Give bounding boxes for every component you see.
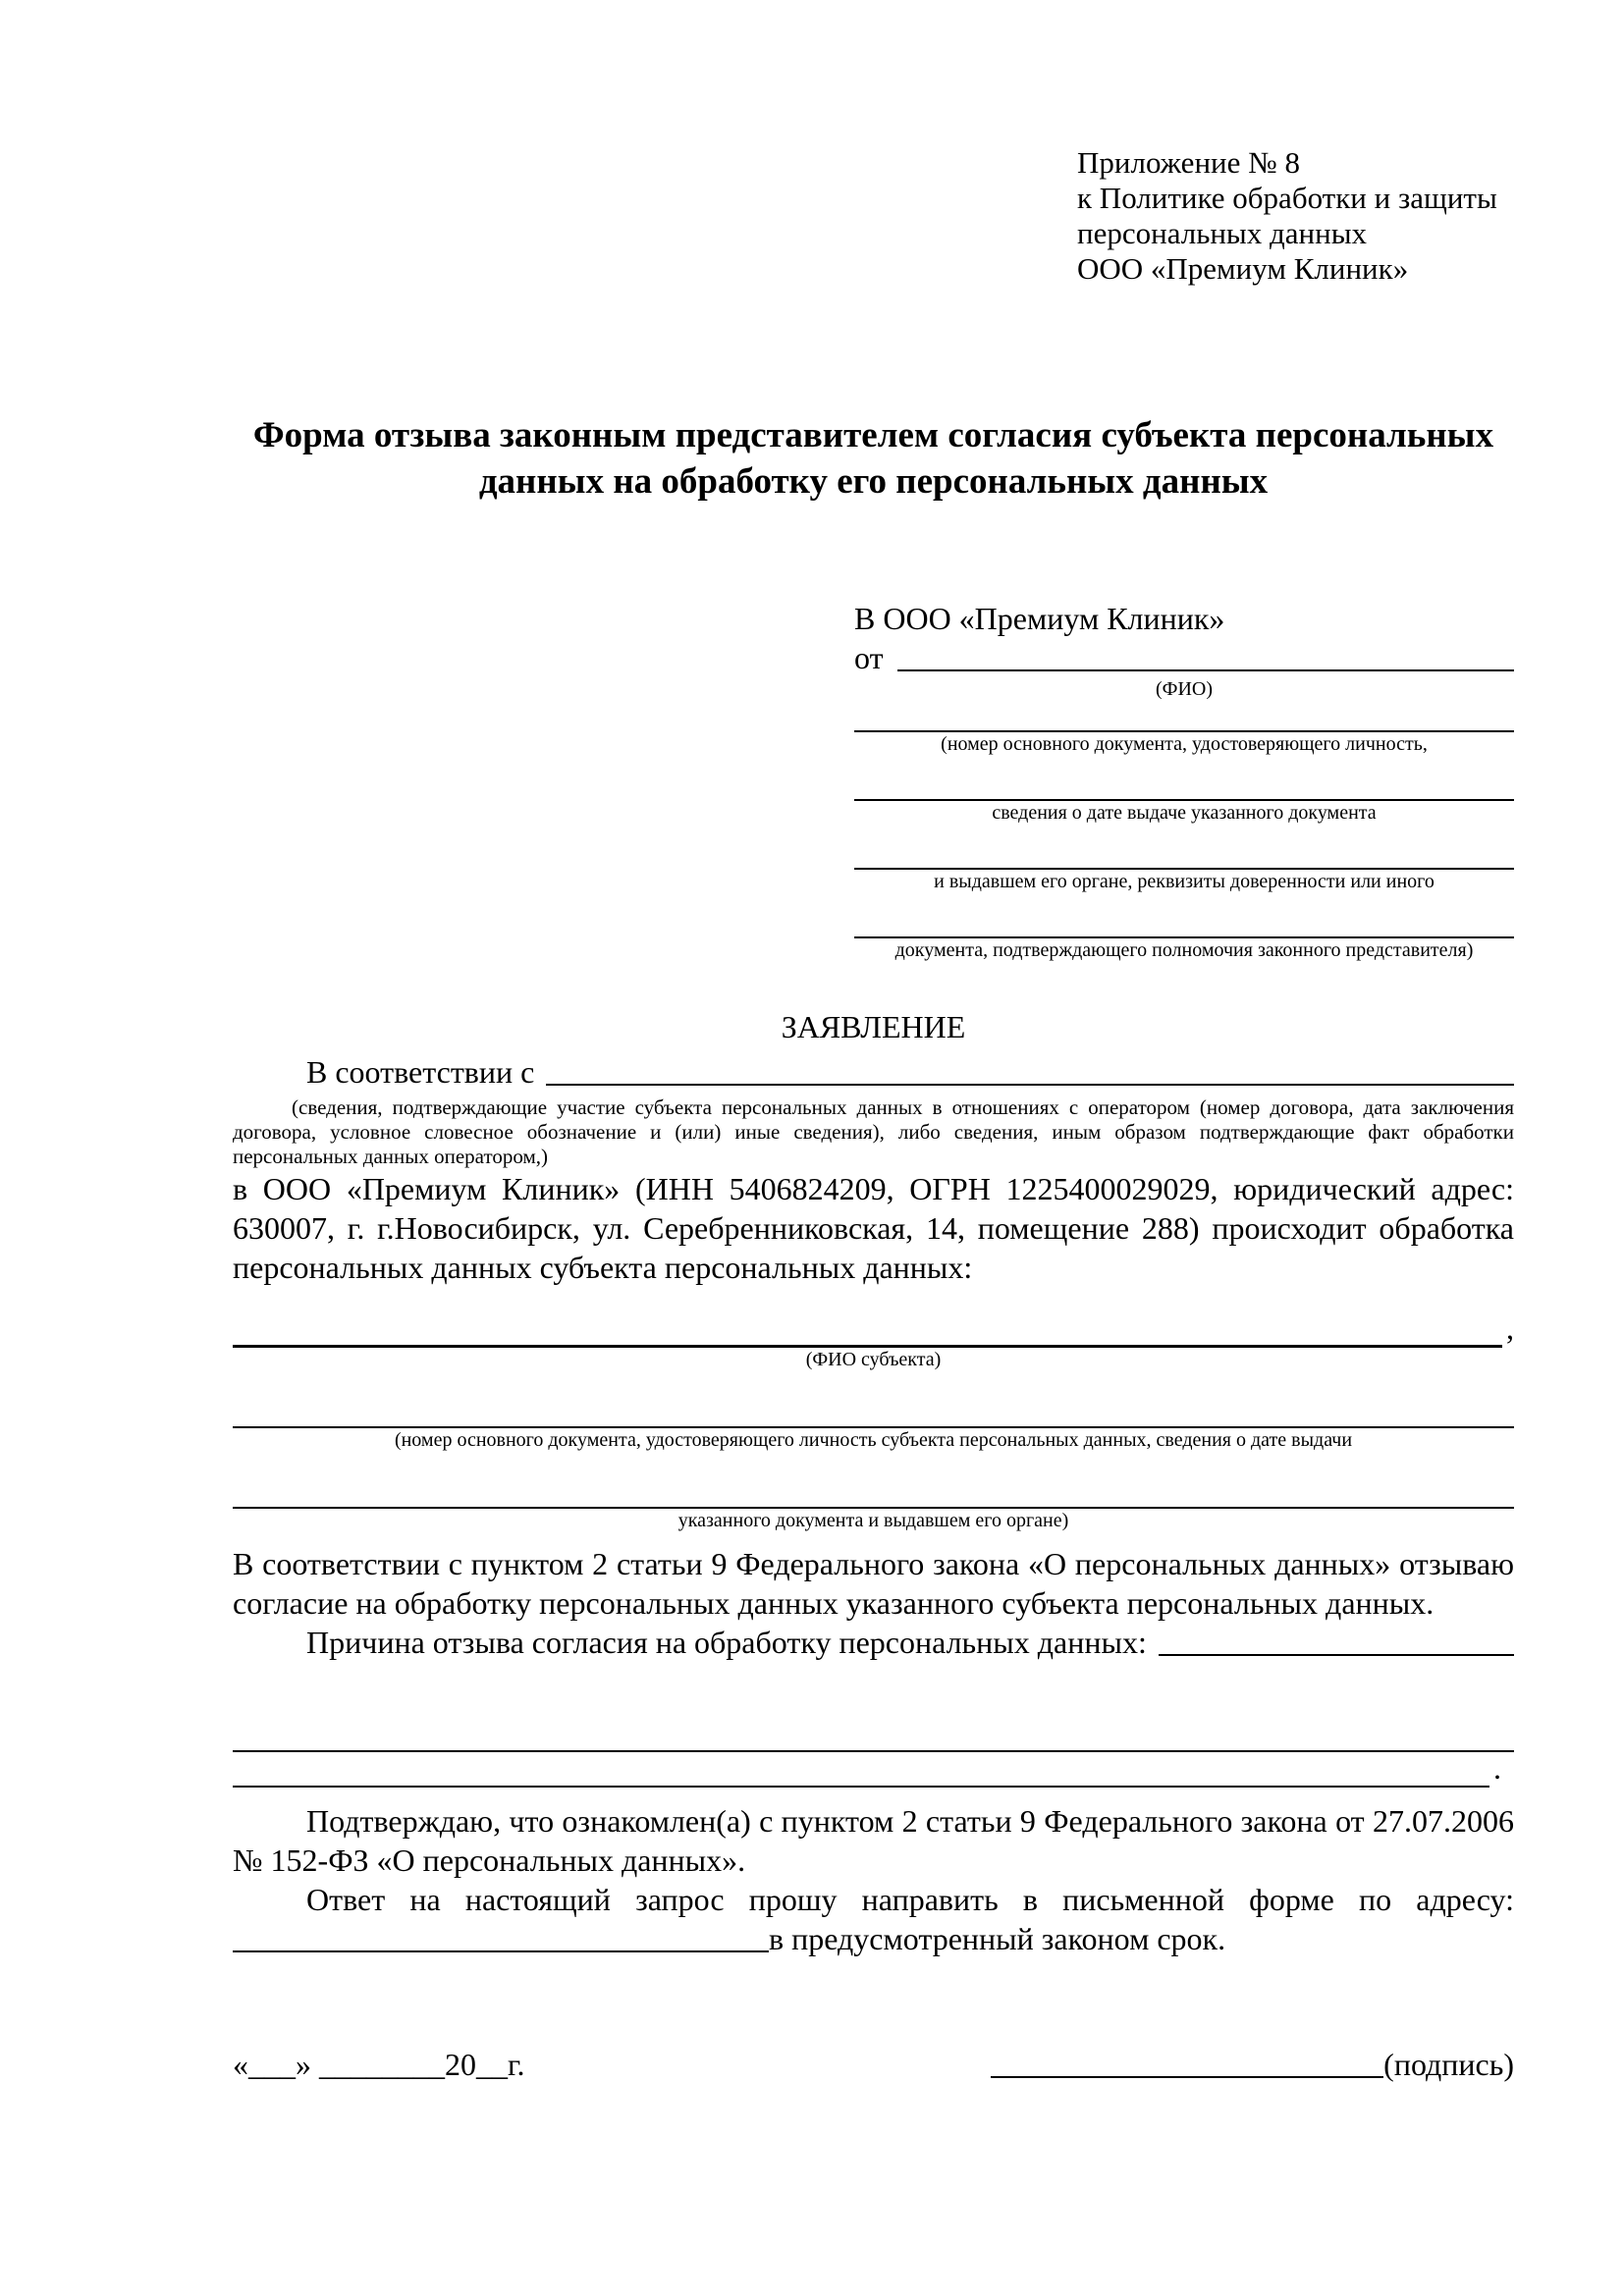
- appendix-number: Приложение № 8: [1077, 145, 1300, 180]
- from-row: [854, 638, 1514, 677]
- intro-fill-line: [546, 1084, 1514, 1086]
- appendix-policy-line2: персональных данных: [1077, 216, 1368, 250]
- subject-fio-caption: (ФИО субъекта): [805, 1349, 942, 1370]
- small-print-note: (сведения, подтверждающие участие субъекта персональных данных в отношениях с оператором (номер договора, дата заключения договора, условное словесное обозначение и (или) иные сведения), либо сведения, иным образом подтверждающие факт обработки персональных данных оператором,): [233, 1095, 1514, 1168]
- field-caption: (номер основного документа, удостоверяющего личность,: [941, 733, 1428, 755]
- field-caption: и выдавшем его органе, реквизиты доверенности или иного: [934, 871, 1435, 892]
- appendix-header: [1077, 145, 1514, 287]
- signature-caption: (подпись): [1383, 2047, 1514, 2082]
- signature-group: [991, 2045, 1514, 2084]
- field-caption: сведения о дате выдаче указанного документа: [992, 802, 1377, 824]
- date-line: «___» ________20__г.: [233, 2047, 525, 2082]
- acknowledgement-paragraph: Подтверждаю, что ознакомлен(а) с пунктом 2 статьи 9 Федерального закона от 27.07.2006 № 152-ФЗ «О персональных данных».: [233, 1803, 1514, 1878]
- operator-paragraph: в ООО «Премиум Клиник» (ИНН 5406824209, ОГРН 1225400029029, юридический адрес: 630007, г. г.Новосибирск, ул. Серебренниковская, 14, помещение 288) происходит обработка персональных данных субъекта персональных данных:: [233, 1171, 1514, 1285]
- reason-writein-line-2: [233, 1752, 1501, 1788]
- addressee-field-4: [854, 893, 1514, 962]
- reason-fill-line: [1159, 1654, 1514, 1656]
- subject-fio-suffix: ,: [1506, 1310, 1514, 1346]
- reason-prefix: Причина отзыва согласия на обработку персональных данных:: [306, 1625, 1147, 1660]
- statement-heading: ЗАЯВЛЕНИЕ: [781, 1009, 966, 1044]
- subject-doc-field-2: [233, 1473, 1514, 1532]
- subject-doc-caption-1: (номер основного документа, удостоверяющего личность субъекта персональных данных, сведения о дате выдачи: [394, 1429, 1353, 1451]
- field-line: [854, 893, 1514, 938]
- response-line-2: [233, 1919, 1514, 1958]
- response-paragraph: [233, 1880, 1514, 1958]
- field-line: [854, 756, 1514, 801]
- subject-fio-row: [233, 1308, 1514, 1348]
- addressee-field-2: [854, 756, 1514, 825]
- subject-doc-field-1: [233, 1393, 1514, 1452]
- intro-row: [233, 1052, 1514, 1092]
- appendix-org-line: ООО «Премиум Клиник»: [1077, 251, 1409, 286]
- reason-row: [233, 1623, 1514, 1662]
- field-line: [854, 701, 1514, 732]
- page-title: Форма отзыва законным представителем согласия субъекта персональных данных на обработку его персональных данных: [252, 415, 1494, 502]
- reason-line-suffix: .: [1492, 1750, 1501, 1786]
- field-line: [854, 825, 1514, 870]
- addressee-org: В ООО «Премиум Клиник»: [854, 601, 1225, 636]
- footer-row: [233, 2045, 1514, 2084]
- withdrawal-paragraph: В соответствии с пунктом 2 статьи 9 Федерального закона «О персональных данных» отзываю согласие на обработку персональных данных указанного субъекта персональных данных.: [233, 1546, 1514, 1621]
- response-suffix: в предусмотренный законом срок.: [769, 1921, 1226, 1956]
- from-label: от: [854, 640, 884, 675]
- subject-doc-line-1: [233, 1393, 1514, 1428]
- response-line-1: Ответ на настоящий запрос прошу направить в письменной форме по адресу:: [306, 1882, 1514, 1917]
- addressee-block: [854, 599, 1514, 962]
- response-address-fill-line: [233, 1950, 769, 1952]
- fio-caption: (ФИО): [1155, 678, 1213, 700]
- subject-fio-field: [233, 1308, 1514, 1371]
- from-fill-line: [897, 669, 1514, 671]
- subject-doc-caption-2: указанного документа и выдавшем его органе): [677, 1510, 1069, 1531]
- appendix-policy-line: к Политике обработки и защиты: [1077, 181, 1497, 215]
- intro-prefix: В соответствии с: [306, 1054, 535, 1090]
- signature-line: [991, 2076, 1383, 2078]
- reason-writein-fill: [233, 1786, 1489, 1788]
- addressee-field-3: [854, 825, 1514, 893]
- subject-doc-line-2: [233, 1473, 1514, 1509]
- addressee-field-1: [854, 701, 1514, 756]
- reason-writein-line-1: [233, 1709, 1514, 1752]
- field-caption: документа, подтверждающего полномочия законного представителя): [894, 939, 1474, 961]
